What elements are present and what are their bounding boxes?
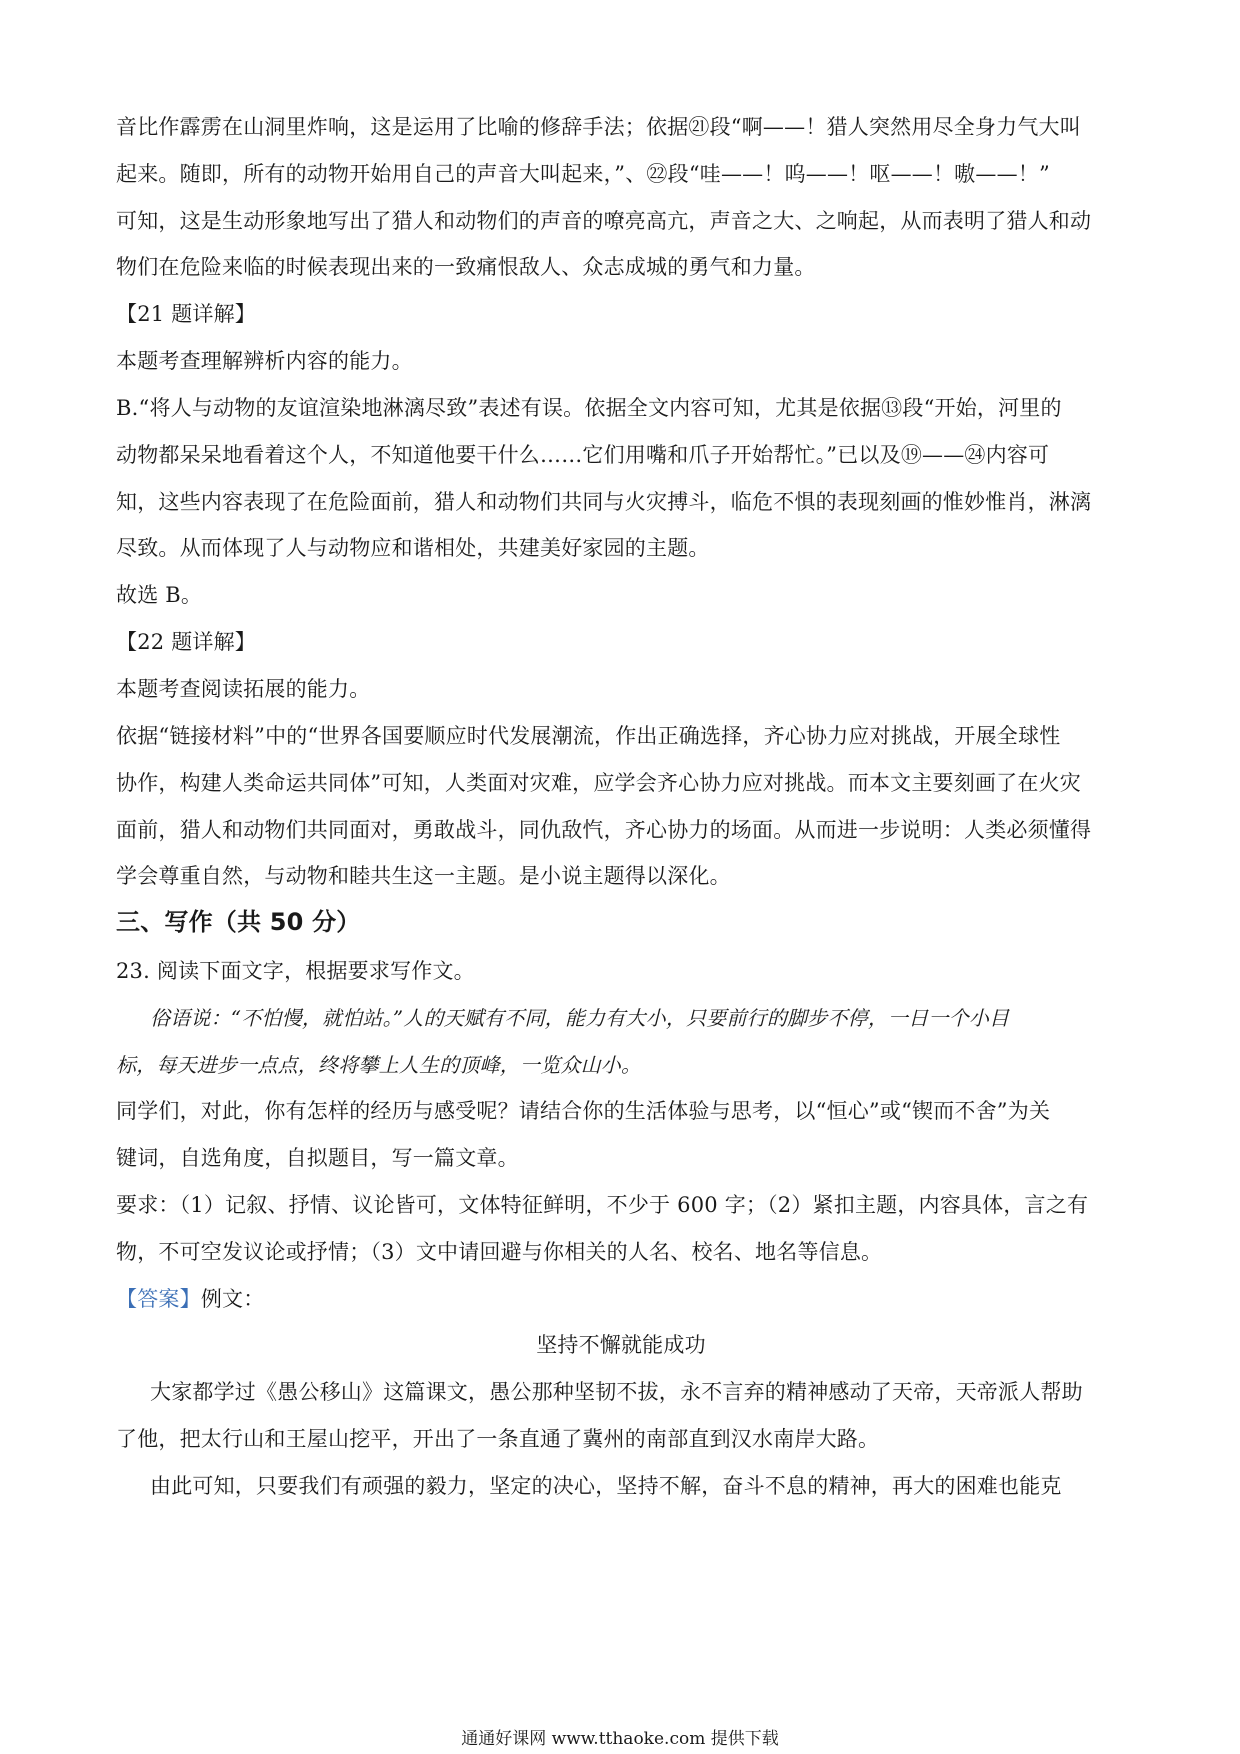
answer-line: [116, 1285, 1126, 1313]
section-heading-22: 【22 题详解】: [116, 630, 256, 654]
text-line: 面前，猎人和动物们共同面对，勇敢战斗，同仇敌忾，齐心协力的场面。从而进一步说明：人类必须懂得: [116, 818, 1092, 842]
answer-choice: 故选 B。: [116, 583, 203, 607]
answer-tag: 【答案】: [116, 1287, 201, 1311]
text-line: 知，这些内容表现了在危险面前，猎人和动物们共同与火灾搏斗，临危不惧的表现刻画的惟妙惟肖，淋漓: [116, 490, 1092, 514]
text-line: 物，不可空发议论或抒情；（3）文中请回避与你相关的人名、校名、地名等信息。: [116, 1240, 883, 1264]
text-line: B.“将人与动物的友谊渲染地淋漓尽致”表述有误。依据全文内容可知，尤其是依据⑬段“开始，河里的: [116, 396, 1062, 420]
answer-intro: 例文：: [200, 1287, 265, 1311]
text-line: 起来。随即，所有的动物开始用自己的声音大叫起来，”、㉒段“哇——！呜——！呕——！嗷——！”: [116, 162, 1050, 186]
page-footer: 通通好课网 www.tthaoke.com 提供下载: [461, 1729, 779, 1749]
essay-line: 大家都学过《愚公移山》这篇课文，愚公那种坚韧不拔，永不言弃的精神感动了天帝，天帝派人帮助: [150, 1380, 1083, 1404]
text-line: 键词，自选角度，自拟题目，写一篇文章。: [116, 1146, 519, 1170]
text-line: 物们在危险来临的时候表现出来的一致痛恨敌人、众志成城的勇气和力量。: [116, 255, 816, 279]
text-line: 本题考查理解辨析内容的能力。: [116, 349, 413, 373]
prompt-line: 俗语说：“不怕慢，就怕站。”人的天赋有不同，能力有大小，只要前行的脚步不停，一日一个小目: [150, 1006, 1010, 1030]
essay-line: 由此可知，只要我们有顽强的毅力，坚定的决心，坚持不解，奋斗不息的精神，再大的困难也能克: [150, 1474, 1062, 1498]
question-23: 23. 阅读下面文字，根据要求写作文。: [116, 959, 475, 983]
text-line: 动物都呆呆地看着这个人，不知道他要干什么……它们用嘴和爪子开始帮忙。”已以及⑲——㉔内容可: [116, 443, 1050, 467]
text-line: 尽致。从而体现了人与动物应和谐相处，共建美好家园的主题。: [116, 536, 710, 560]
section-heading-21: 【21 题详解】: [116, 302, 256, 326]
text-line: 要求：（1）记叙、抒情、议论皆可，文体特征鲜明，不少于 600 字；（2）紧扣主题，内容具体，言之有: [116, 1193, 1089, 1217]
text-line: 学会尊重自然，与动物和睦共生这一主题。是小说主题得以深化。: [116, 864, 731, 888]
text-line: 协作，构建人类命运共同体”可知，人类面对灾难，应学会齐心协力应对挑战。而本文主要刻画了在火灾: [116, 771, 1081, 795]
text-line: 同学们，对此，你有怎样的经历与感受呢？请结合你的生活体验与思考，以“恒心”或“锲而不舍”为关: [116, 1099, 1051, 1123]
essay-line: 了他，把太行山和王屋山挖平，开出了一条直通了冀州的南部直到汉水南岸大路。: [116, 1427, 880, 1451]
essay-title: 坚持不懈就能成功: [536, 1333, 706, 1357]
text-line: 音比作霹雳在山洞里炸响，这是运用了比喻的修辞手法；依据㉑段“啊——！猎人突然用尽全身力气大叫: [116, 115, 1081, 139]
text-line: 可知，这是生动形象地写出了猎人和动物们的声音的嘹亮高亢，声音之大、之响起，从而表明了猎人和动: [116, 209, 1092, 233]
writing-section-title: 三、写作（共 50 分）: [116, 908, 361, 936]
text-line: 依据“链接材料”中的“世界各国要顺应时代发展潮流，作出正确选择，齐心协力应对挑战，开展全球性: [116, 724, 1061, 748]
text-line: 本题考查阅读拓展的能力。: [116, 677, 371, 701]
prompt-line: 标，每天进步一点点，终将攀上人生的顶峰，一览众山小。: [116, 1053, 642, 1077]
